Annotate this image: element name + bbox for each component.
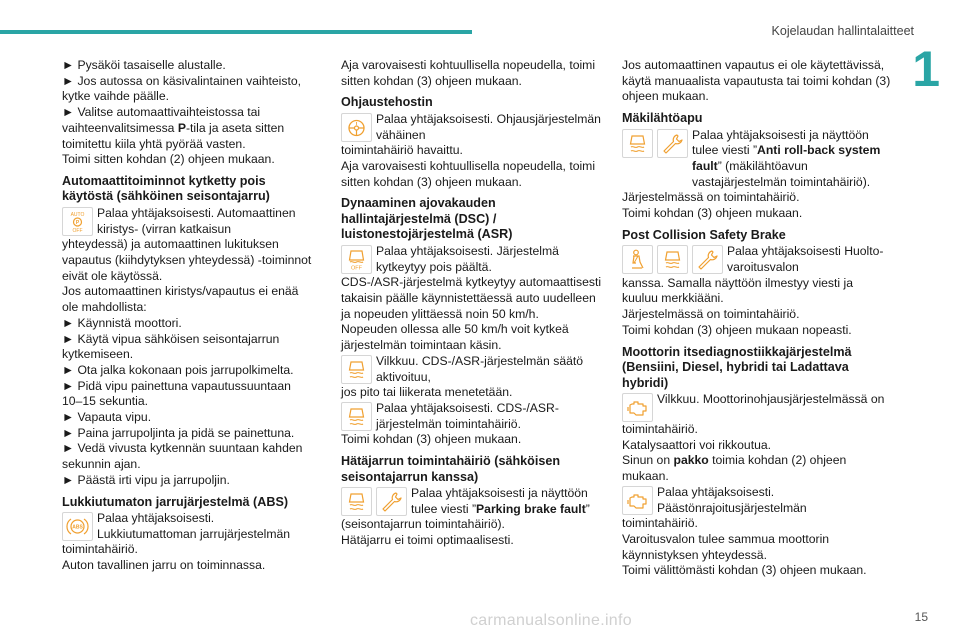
section-heading: Hätäjarrun toimintahäiriö (sähköisen seisontajarrun kanssa) xyxy=(341,454,561,484)
steering-wheel-warning-icon xyxy=(341,113,372,142)
section-heading: Ohjaustehostin xyxy=(341,95,433,110)
instruction-line: ► Ota jalka kokonaan pois jarrupolkimelta. xyxy=(62,362,294,377)
abs-warning-icon xyxy=(62,512,93,541)
svg-text:OFF: OFF xyxy=(351,265,362,271)
svg-text:AUTO: AUTO xyxy=(70,211,85,218)
instruction-line: ► Pidä vipu painettuna vapautussuuntaan 10–15 sekuntia. xyxy=(62,378,291,409)
warning-block: Vilkkuu. Moottorinohjausjärjestelmässä on xyxy=(622,392,892,422)
section-heading: Post Collision Safety Brake xyxy=(622,227,786,242)
parking-brake-skid-icon xyxy=(341,487,372,516)
esc-skid-icon xyxy=(341,355,372,384)
svg-text:ABS: ABS xyxy=(72,524,83,531)
hill-assist-skid-icon xyxy=(622,129,653,158)
warning-block: ! Palaa yhtäjaksoisesti. Ohjausjärjestelmän vähäinen xyxy=(341,112,602,143)
instruction-line: ► Käynnistä moottori. xyxy=(62,315,182,330)
instruction-line: ► Päästä irti vipu ja jarrupoljin. xyxy=(62,472,230,487)
section-heading: Dynaaminen ajovakauden hallintajärjestelmä (DSC) / luistonestojärjestelmä (ASR) xyxy=(341,196,513,242)
instruction-line: ► Vapauta vipu. xyxy=(62,410,152,425)
warning-block: Palaa yhtäjaksoisesti Huolto-varoitusvalon xyxy=(622,244,892,275)
warning-block: OFF Palaa yhtäjaksoisesti. Järjestelmä kytkeytyy pois päältä. xyxy=(341,244,602,275)
column-2: Aja varovaisesti kohtuullisella nopeudella, toimi sitten kohdan (3) ohjeen mukaan. Ohjaustehostin ! Palaa yhtäjaksoisesti. Ohjausjärjestelmän vähäinen toimintahäiriö havaittu. Aja varovaisesti kohtuullisella nopeudella, toimi sitten kohdan (3) ohjeen mukaan. Dynaaminen ajovakauden hallintajärjestelmä (DSC) / luistonestojärjestelmä (ASR) OFF Palaa yhtäjaksoisesti. Järjestelmä kytkeytyy pois päältä. CDS-/ASR-järjestelmä kytkeytyy automaattisesti takaisin päälle käynnistettäessä auto uudelleen ja nopeuden ylittäessä noin 50 km/h. Nopeuden ollessa alle 50 km/h voit kytkeä järjestelmän toimintaan käsin. Vilkkuu. CDS-/ASR-järjestelmän säätö aktivoituu, jos pito tai liikerata menetetään. Palaa yhtäjaksoisesti. CDS-/ASR-järjestelmän toimintahäiriö. Toimi kohdan (3) ohjeen mukaan. Hätäjarrun toimintahäiriö (sähköisen seisontajarrun kanssa) Palaa yhtäjaksoisesti ja näyttöön tulee viesti ”Parking brake fault” (seisontajarrun toimintahäiriö). Hätäjarru ei toimi optimaalisesti. xyxy=(341,58,602,548)
warning-block: Palaa yhtäjaksoisesti. CDS-/ASR-järjestelmän toimintahäiriö. xyxy=(341,401,602,432)
section-title: Kojelaudan hallintalaitteet xyxy=(771,24,914,38)
instruction-line: ► Valitse automaattivaihteistossa tai vaihteenvalitsimessa P-tila ja aseta sitten toimitettu kiila yhtä pyörää vasten. xyxy=(62,105,285,151)
warning-block: Palaa yhtäjaksoisesti. Päästönrajoitusjärjestelmän xyxy=(622,485,892,516)
svg-text:P: P xyxy=(75,219,80,226)
column-3: Jos automaattinen vapautus ei ole käytettävissä, käytä manuaalista vapautusta tai toimi kohdan (3) ohjeen mukaan. Mäkilähtöapu Palaa yhtäjaksoisesti ja näyttöön tulee viesti ”Anti roll-back system fault” (mäkilähtöavun vastajärjestelmän toimintahäiriö). Järjestelmässä on toimintahäiriö. Toimi kohdan (3) ohjeen mukaan. Post Collision Safety Brake Palaa yhtäjaksoisesti Huolto-varoitusvalon kanssa. Samalla näyttöön ilmestyy viesti ja kuuluu merkkiääni. Järjestelmässä on toimintahäiriö. Toimi kohdan (3) ohjeen mukaan nopeasti. Moottorin itsediagnostiikkajärjestelmä (Bensiini, Diesel, hybridi tai Ladattava hybridi) Vilkkuu. Moottorinohjausjärjestelmässä on toimintahäiriö. Katalysaattori voi rikkoutua. Sinun on pakko toimia kohdan (2) ohjeen mukaan. Palaa yhtäjaksoisesti. Päästönrajoitusjärjestelmän toimintahäiriö. Varoitusvalon tulee sammua moottorin käynnistyksen yhteydessä. Toimi välittömästi kohdan (3) ohjeen mukaan. xyxy=(622,58,891,578)
column-1: ► Pysäköi tasaiselle alustalle. ► Jos autossa on käsivalintainen vaihteisto, kytke vaihde päälle. ► Valitse automaattivaihteistossa tai vaihteenvalitsimessa P-tila ja aseta sitten toimitettu kiila yhtä pyörää vasten. Toimi sitten kohdan (2) ohjeen mukaan. Automaattitoiminnot kytketty pois käytöstä (sähköinen seisontajarru) AUTO P OFF Palaa yhtäjaksoisesti. Automaattinen kiristys- (virran katkaisun yhteydessä) ja automaattinen lukituksen vapautus (kiihdytyksen yhteydessä) -toiminnot eivät ole käytössä. Jos automaattinen kiristys/vapautus ei enää ole mahdollista: ► Käynnistä moottori. ► Käytä vipua sähköisen seisontajarrun kytkemiseen. ► Ota jalka kokonaan pois jarrupolkimelta. ► Pidä vipu painettuna vapautussuuntaan 10–15 sekuntia. ► Vapauta vipu. ► Paina jarrupoljinta ja pidä se painettuna. ► Vedä vivusta kytkennän suuntaan kahden sekunnin ajan. ► Päästä irti vipu ja jarrupoljin. Lukkiutumaton jarrujärjestelmä (ABS) ABS Palaa yhtäjaksoisesti. Lukkiutumattoman jarrujärjestelmän toimintahäiriö. Auton tavallinen jarru on toiminnassa. xyxy=(62,58,314,574)
collision-skid-icon xyxy=(657,245,688,274)
warning-block: Palaa yhtäjaksoisesti ja näyttöön tulee viesti ”Anti roll-back system fault” (mäkilähtöavun vastajärjestelmän toimintahäiriö). xyxy=(622,128,892,191)
section-heading: Automaattitoiminnot kytketty pois käytöstä (sähköinen seisontajarru) xyxy=(62,173,270,204)
svg-text:OFF: OFF xyxy=(72,227,83,233)
instruction-line: ► Vedä vivusta kytkennän suuntaan kahden sekunnin ajan. xyxy=(62,441,303,472)
esc-fault-icon xyxy=(341,402,372,431)
watermark: carmanualsonline.info xyxy=(470,612,632,629)
header-accent-bar xyxy=(0,30,472,34)
section-heading: Lukkiutumaton jarrujärjestelmä (ABS) xyxy=(62,494,289,509)
section-heading: Mäkilähtöapu xyxy=(622,111,703,126)
instruction-line: ► Paina jarrupoljinta ja pidä se painettuna. xyxy=(62,425,295,440)
instruction-line: ► Käytä vipua sähköisen seisontajarrun kytkemiseen. xyxy=(62,331,280,362)
wrench-icon xyxy=(657,129,688,158)
wrench-icon xyxy=(692,245,723,274)
warning-block: Palaa yhtäjaksoisesti ja näyttöön tulee viesti ”Parking brake fault” xyxy=(341,486,602,517)
wrench-icon xyxy=(376,487,407,516)
engine-check-icon xyxy=(622,393,653,422)
instruction-line: Toimi sitten kohdan (2) ohjeen mukaan. xyxy=(62,152,275,167)
warning-block: Vilkkuu. CDS-/ASR-järjestelmän säätö aktivoituu, xyxy=(341,354,602,385)
seatbelt-person-icon xyxy=(622,245,653,274)
engine-emission-icon xyxy=(622,486,653,515)
auto-off-icon xyxy=(62,207,93,236)
section-heading: Moottorin itsediagnostiikkajärjestelmä (Bensiini, Diesel, hybridi tai Ladattava hybridi) xyxy=(622,344,852,390)
instruction-line: ► Jos autossa on käsivalintainen vaihteisto, kytke vaihde päälle. xyxy=(62,73,302,104)
svg-text:!: ! xyxy=(355,122,358,129)
esc-off-icon xyxy=(341,245,372,274)
warning-block: ABS Palaa yhtäjaksoisesti. Lukkiutumattoman jarrujärjestelmän xyxy=(62,511,314,542)
page-number: 15 xyxy=(914,610,928,624)
chapter-number: 1 xyxy=(912,41,940,97)
warning-block: AUTO P OFF Palaa yhtäjaksoisesti. Automaattinen kiristys- (virran katkaisun xyxy=(62,206,314,237)
instruction-line: ► Pysäköi tasaiselle alustalle. xyxy=(62,58,226,72)
